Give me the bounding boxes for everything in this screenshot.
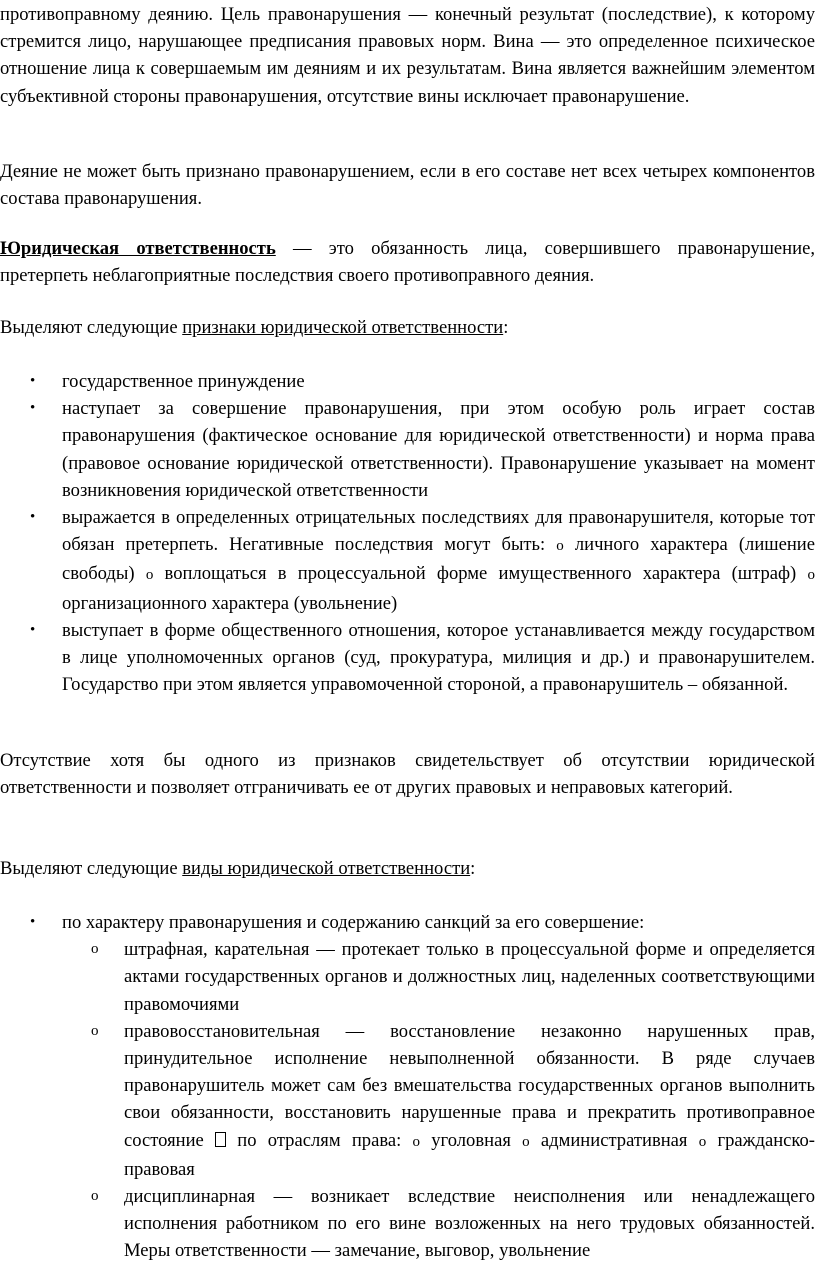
list-item — [0, 504, 815, 617]
list-item-text: по характеру правонарушения и содержанию санкций за его совершение: — [62, 912, 645, 933]
signs-list — [0, 368, 815, 698]
circle-bullet-icon: o — [91, 1022, 99, 1039]
types-sublist — [62, 936, 815, 1264]
term-legal-liability: Юридическая ответственность — [0, 238, 276, 259]
intro-suffix: : — [470, 858, 476, 879]
list-item-text: организационного характера (увольнение) — [62, 592, 398, 614]
intro-suffix: : — [503, 317, 509, 338]
bullet-icon: • — [30, 373, 36, 389]
sublist-item — [62, 936, 815, 1018]
sublist-item-text: административная — [529, 1129, 699, 1151]
intro-prefix: Выделяют следующие — [0, 317, 183, 338]
circle-bullet-icon: o — [522, 1133, 530, 1150]
list-item — [0, 909, 815, 1265]
bullet-icon: • — [30, 621, 36, 638]
sublist-item-text: уголовная — [420, 1129, 523, 1151]
list-item-text: выступает в форме общественного отношения, которое устанавливается между государством в лице уполномоченных органов (суд, прокуратура, милиция и др.) и правонарушителем. Государство при этом является управомоченной стороной, а правонарушитель – обязанной. — [62, 619, 815, 696]
list-item-text: наступает за совершение правонарушения, при этом особую роль играет состав правонарушения (фактическое основание для юридической ответственности) и норма права (правовое основание юридической ответственности). Правонарушение указывает на момент возникновения юридической ответственности — [62, 398, 815, 501]
bullet-icon: • — [30, 914, 36, 930]
list-item — [0, 617, 815, 699]
circle-bullet-icon: o — [698, 1133, 707, 1150]
list-item — [0, 368, 815, 395]
bullet-icon: • — [30, 509, 36, 526]
definition-text: — это обязанность лица, совершившего правонарушение, претерпеть неблагоприятные последствия своего противоправного деяния. — [0, 238, 815, 287]
bullet-icon: • — [30, 400, 36, 417]
circle-bullet-icon: o — [556, 538, 564, 555]
sublist-item-text: дисциплинарная — возникает вследствие неисполнения или ненадлежащего исполнения работником по его вине возложенных на него трудовых обязанностей. Меры ответственности — замечание, выговор, увольнение — [124, 1186, 815, 1262]
missing-glyph-icon — [215, 1132, 226, 1147]
circle-bullet-icon: o — [91, 1188, 99, 1205]
signs-heading: признаки юридической ответственности — [182, 317, 504, 338]
paragraph-types-intro — [0, 855, 815, 882]
sublist-item — [62, 1018, 815, 1183]
intro-prefix: Выделяют следующие — [0, 858, 183, 879]
circle-bullet-icon: o — [807, 567, 815, 584]
paragraph-signs-intro — [0, 314, 815, 341]
types-list — [0, 909, 815, 1265]
circle-bullet-icon: o — [91, 941, 99, 958]
paragraph-legal-liability-definition — [0, 235, 815, 289]
sublist-item — [62, 1183, 815, 1265]
paragraph-deed: Деяние не может быть признано правонарушением, если в его составе нет всех четырех компонентов состава правонарушения. — [0, 161, 815, 210]
circle-bullet-icon: o — [412, 1133, 421, 1150]
list-item-text: воплощаться в процессуальной форме имущественного характера (штраф) — [153, 563, 808, 585]
paragraph-absence: Отсутствие хотя бы одного из признаков свидетельствует об отсутствии юридической ответственности и позволяет отграничивать ее от других правовых и неправовых категорий. — [0, 750, 815, 799]
list-item — [0, 395, 815, 504]
paragraph-guilt: противоправному деянию. Цель правонарушения — конечный результат (последствие), к которому стремится лицо, нарушающее предписания правовых норм. Вина — это определенное психическое отношение лица к совершаемым им деяниям и их результатам. Вина является важнейшим элементом субъективной стороны правонарушения, отсутствие вины исключает правонарушение. — [0, 4, 815, 107]
list-item-text: личного характера (лишение свободы) — [62, 534, 815, 585]
sublist-item-text: гражданско-правовая — [124, 1129, 815, 1180]
types-heading: виды юридической ответственности — [182, 858, 471, 879]
list-item-text: выражается в определенных отрицательных последствиях для правонарушителя, которые тот обязан претерпеть. Негативные последствия могут быть: — [62, 507, 815, 556]
sublist-item-text: правовосстановительная — восстановление незаконно нарушенных прав, принудительное исполнение невыполненной обязанности. В ряде случаев правонарушитель может сам без вмешательства государственных органов выполнить свои обязанности, восстановить нарушенные права и прекратить противоправное состояние — [124, 1020, 815, 1151]
list-item-text: государственное принуждение — [62, 371, 305, 392]
sublist-item-text: штрафная, карательная — протекает только в процессуальной форме и определяется актами государственных органов и должностных лиц, наделенных соответствующими правомочиями — [124, 939, 815, 1015]
sublist-item-text: по отраслям права: — [226, 1129, 413, 1151]
circle-bullet-icon: o — [145, 567, 154, 584]
